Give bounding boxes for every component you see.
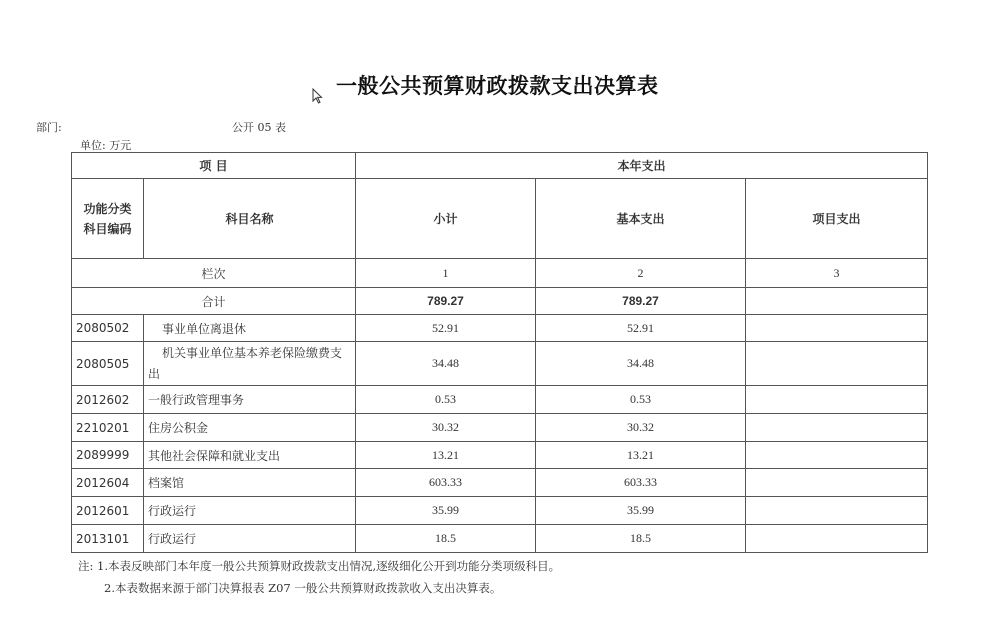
row-code: 2080502 <box>72 315 144 342</box>
row-code: 2089999 <box>72 442 144 469</box>
header-code-line1: 功能分类 <box>83 201 132 216</box>
row-basic: 35.99 <box>536 497 746 525</box>
row-project <box>746 414 928 442</box>
row-basic: 34.48 <box>536 342 746 386</box>
header-code-col <box>72 179 144 259</box>
row-code: 2080505 <box>72 342 144 386</box>
column-index-row <box>72 259 928 288</box>
row-name: 行政运行 <box>144 525 356 553</box>
unit-label: 单位: 万元 <box>80 139 132 152</box>
row-name: 档案馆 <box>144 469 356 497</box>
row-subtotal: 52.91 <box>356 315 536 342</box>
row-name: 事业单位离退休 <box>144 315 356 342</box>
header-basic-spending: 基本支出 <box>536 179 746 259</box>
row-subtotal: 34.48 <box>356 342 536 386</box>
row-code: 2012602 <box>72 386 144 414</box>
row-subtotal: 13.21 <box>356 442 536 469</box>
table-row <box>72 386 928 414</box>
note-line-2: 2.本表数据来源于部门决算报表 Z07 一般公共预算财政拨款收入支出决算表。 <box>104 581 502 595</box>
table-row <box>72 497 928 525</box>
header-code-line2: 科目编码 <box>83 221 132 236</box>
header-project: 项 目 <box>72 153 356 179</box>
row-code: 2012604 <box>72 469 144 497</box>
table-row <box>72 469 928 497</box>
row-project <box>746 342 928 386</box>
header-subtotal: 小计 <box>356 179 536 259</box>
row-name: 行政运行 <box>144 497 356 525</box>
header-row-1 <box>72 153 928 179</box>
page-title: 一般公共预算财政拨款支出决算表 <box>336 73 659 98</box>
total-label: 合计 <box>72 288 356 315</box>
department-label: 部门: <box>36 121 62 134</box>
row-subtotal: 18.5 <box>356 525 536 553</box>
row-subtotal: 30.32 <box>356 414 536 442</box>
row-subtotal: 35.99 <box>356 497 536 525</box>
column-index-label: 栏次 <box>72 259 356 288</box>
table-row <box>72 315 928 342</box>
row-name: 其他社会保障和就业支出 <box>144 442 356 469</box>
total-subtotal: 789.27 <box>356 288 536 315</box>
column-index-1: 1 <box>356 259 536 288</box>
total-basic: 789.27 <box>536 288 746 315</box>
mouse-cursor-icon <box>312 88 324 104</box>
row-basic: 52.91 <box>536 315 746 342</box>
table-row <box>72 414 928 442</box>
row-name: 机关事业单位基本养老保险缴费支出 <box>144 342 356 386</box>
row-basic: 13.21 <box>536 442 746 469</box>
column-index-2: 2 <box>536 259 746 288</box>
table-row <box>72 342 928 386</box>
row-project <box>746 442 928 469</box>
row-basic: 603.33 <box>536 469 746 497</box>
row-code: 2012601 <box>72 497 144 525</box>
row-project <box>746 315 928 342</box>
row-basic: 18.5 <box>536 525 746 553</box>
table-row <box>72 525 928 553</box>
row-subtotal: 603.33 <box>356 469 536 497</box>
row-code: 2013101 <box>72 525 144 553</box>
row-basic: 0.53 <box>536 386 746 414</box>
row-subtotal: 0.53 <box>356 386 536 414</box>
table-row <box>72 442 928 469</box>
header-row-2 <box>72 179 928 259</box>
row-code: 2210201 <box>72 414 144 442</box>
table-id: 公开 05 表 <box>232 121 286 134</box>
expenditure-table <box>71 152 928 553</box>
row-name: 住房公积金 <box>144 414 356 442</box>
total-project <box>746 288 928 315</box>
row-project <box>746 525 928 553</box>
row-project <box>746 469 928 497</box>
note-line-1: 注: 1.本表反映部门本年度一般公共预算财政拨款支出情况,逐级细化公开到功能分类项级科目。 <box>78 559 561 573</box>
row-name: 一般行政管理事务 <box>144 386 356 414</box>
header-current-year-spending: 本年支出 <box>356 153 928 179</box>
header-project-spending: 项目支出 <box>746 179 928 259</box>
row-project <box>746 386 928 414</box>
header-name-col: 科目名称 <box>144 179 356 259</box>
total-row <box>72 288 928 315</box>
row-basic: 30.32 <box>536 414 746 442</box>
row-project <box>746 497 928 525</box>
column-index-3: 3 <box>746 259 928 288</box>
